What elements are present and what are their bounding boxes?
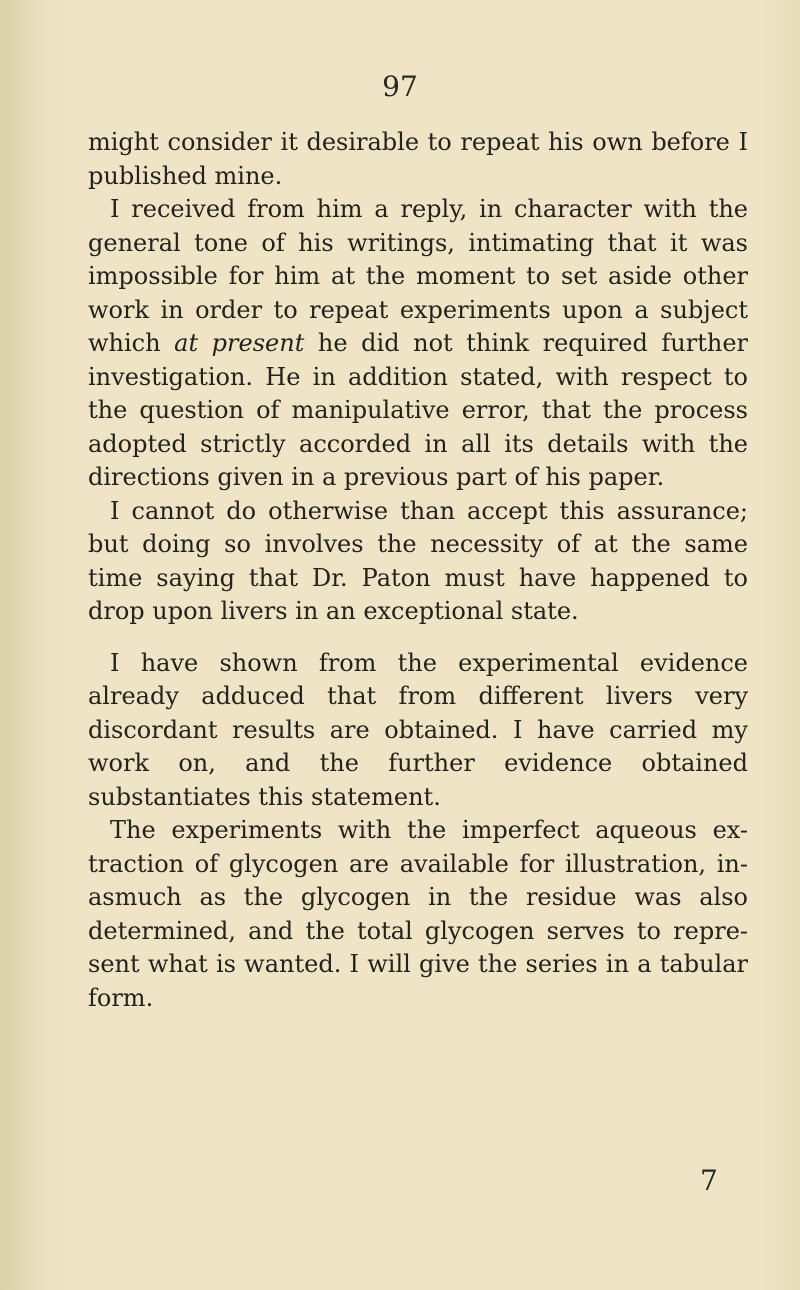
body-text: [88, 126, 748, 1015]
paragraph-reply: [88, 193, 748, 495]
paragraph-reply-after: he did not think required further investigation. He in addition stated, with respect to the question of manipulative error, that the process adopted strictly accorded in all its details with the directions given in a previous part of his paper.: [88, 329, 749, 491]
paragraph-reply-emphasis: at present: [174, 329, 305, 357]
paragraph-continuation: might consider it desirable to repeat his own before I published mine.: [88, 128, 748, 190]
paragraph-reply-before: I received from him a reply, in character with the general tone of his writings, intimating that it was impossible for him at the moment to set aside other work in order to repeat experiments upon a subject which: [88, 195, 748, 357]
page-number: 97: [382, 70, 418, 103]
paragraph-evidence: I have shown from the experimental evidence already adduced that from different livers very discordant results are obtained. I have carried my work on, and the further evidence obtained substantiates this statement.: [88, 648, 748, 811]
paragraph-assurance: I cannot do otherwise than accept this assurance; but doing so involves the necessity of at the same time saying that Dr. Paton must have happened to drop upon livers in an exceptional state.: [88, 496, 748, 625]
paragraph-experiments: The experiments with the imperfect aqueous ex-traction of glycogen are available for illustration, in-asmuch as the glycogen in the residue was also determined, and the total glycogen serves to repre-sent what is wanted. I will give the series in a tabular form.: [88, 816, 748, 1012]
signature-mark: 7: [700, 1164, 718, 1197]
